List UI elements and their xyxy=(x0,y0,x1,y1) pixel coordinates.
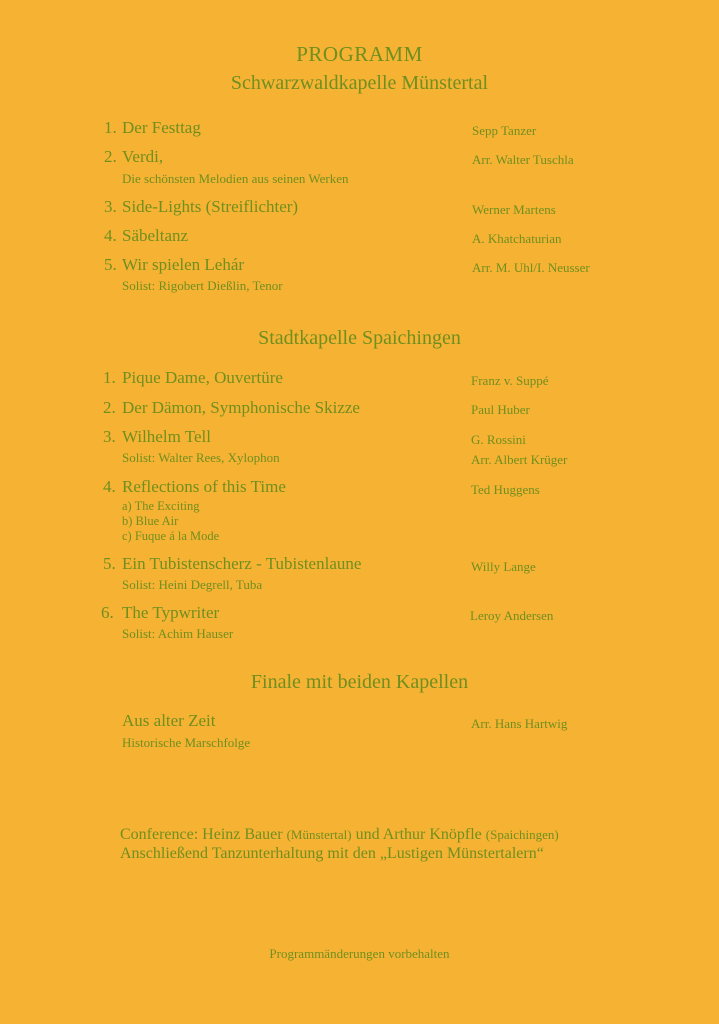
item-note: Solist: Achim Hauser xyxy=(122,626,234,641)
item-part: c) Fuque á la Mode xyxy=(122,529,220,543)
item-title: Side-Lights (Streiflichter) xyxy=(122,197,299,216)
item-number: 1. xyxy=(103,368,116,387)
conference-place1: (Münstertal) xyxy=(286,827,352,842)
item-title: The Typwriter xyxy=(122,603,220,622)
item-composer: Sepp Tanzer xyxy=(472,123,537,138)
item-composer: G. Rossini xyxy=(471,432,526,447)
item-composer: A. Khatchaturian xyxy=(472,231,562,246)
finale-heading: Finale mit beiden Kapellen xyxy=(250,671,469,693)
footer-note: Programmänderungen vorbehalten xyxy=(269,946,450,961)
band1-heading: Schwarzwaldkapelle Münstertal xyxy=(230,72,489,94)
item-title: Verdi, xyxy=(122,147,164,166)
item-number: 1. xyxy=(104,118,117,137)
program-title: PROGRAMM xyxy=(296,42,423,66)
item-arranger: Arr. Albert Krüger xyxy=(471,452,568,467)
item-title: Der Dämon, Symphonische Skizze xyxy=(122,398,360,417)
item-composer: Arr. Walter Tuschla xyxy=(472,152,574,167)
item-composer: Werner Martens xyxy=(472,202,556,217)
item-composer: Leroy Andersen xyxy=(470,608,554,623)
finale-note: Historische Marschfolge xyxy=(122,735,251,750)
item-number: 3. xyxy=(103,427,116,446)
item-composer: Ted Huggens xyxy=(471,482,540,497)
item-part: a) The Exciting xyxy=(122,499,200,513)
item-note: Solist: Heini Degrell, Tuba xyxy=(122,577,263,592)
item-part: b) Blue Air xyxy=(122,514,179,528)
conference-line1 xyxy=(120,825,559,844)
item-title: Wir spielen Lehár xyxy=(122,255,245,274)
item-number: 5. xyxy=(104,255,117,274)
item-number: 5. xyxy=(103,554,116,573)
conference-middle: und Arthur Knöpfle xyxy=(355,826,482,843)
conference-text xyxy=(120,825,559,863)
item-number: 3. xyxy=(104,197,117,216)
item-number: 4. xyxy=(104,226,117,245)
conference-line2: Anschließend Tanzunterhaltung mit den „Lustigen Münstertalern“ xyxy=(120,845,544,862)
band2-heading: Stadtkapelle Spaichingen xyxy=(258,327,461,349)
item-title: Pique Dame, Ouvertüre xyxy=(122,368,283,387)
item-parts xyxy=(122,499,219,544)
item-note: Die schönsten Melodien aus seinen Werken xyxy=(122,171,349,186)
item-title: Ein Tubistenscherz - Tubistenlaune xyxy=(122,554,362,573)
conference-prefix: Conference: Heinz Bauer xyxy=(120,826,283,843)
item-number: 2. xyxy=(103,398,116,417)
item-composer: Paul Huber xyxy=(471,402,530,417)
item-title: Säbeltanz xyxy=(122,226,189,245)
item-composer: Willy Lange xyxy=(471,559,536,574)
item-title: Der Festtag xyxy=(122,118,201,137)
finale-title: Aus alter Zeit xyxy=(122,711,216,730)
item-composer: Arr. M. Uhl/I. Neusser xyxy=(472,260,590,275)
finale-composer: Arr. Hans Hartwig xyxy=(471,716,568,731)
conference-place2: (Spaichingen) xyxy=(485,827,559,842)
item-number: 6. xyxy=(101,603,114,622)
item-number: 2. xyxy=(104,147,117,166)
item-title: Reflections of this Time xyxy=(122,477,286,496)
item-title: Wilhelm Tell xyxy=(122,427,211,446)
item-number: 4. xyxy=(103,477,116,496)
item-note: Solist: Rigobert Dießlin, Tenor xyxy=(122,278,283,293)
item-composer: Franz v. Suppé xyxy=(471,373,549,388)
item-note: Solist: Walter Rees, Xylophon xyxy=(122,450,280,465)
